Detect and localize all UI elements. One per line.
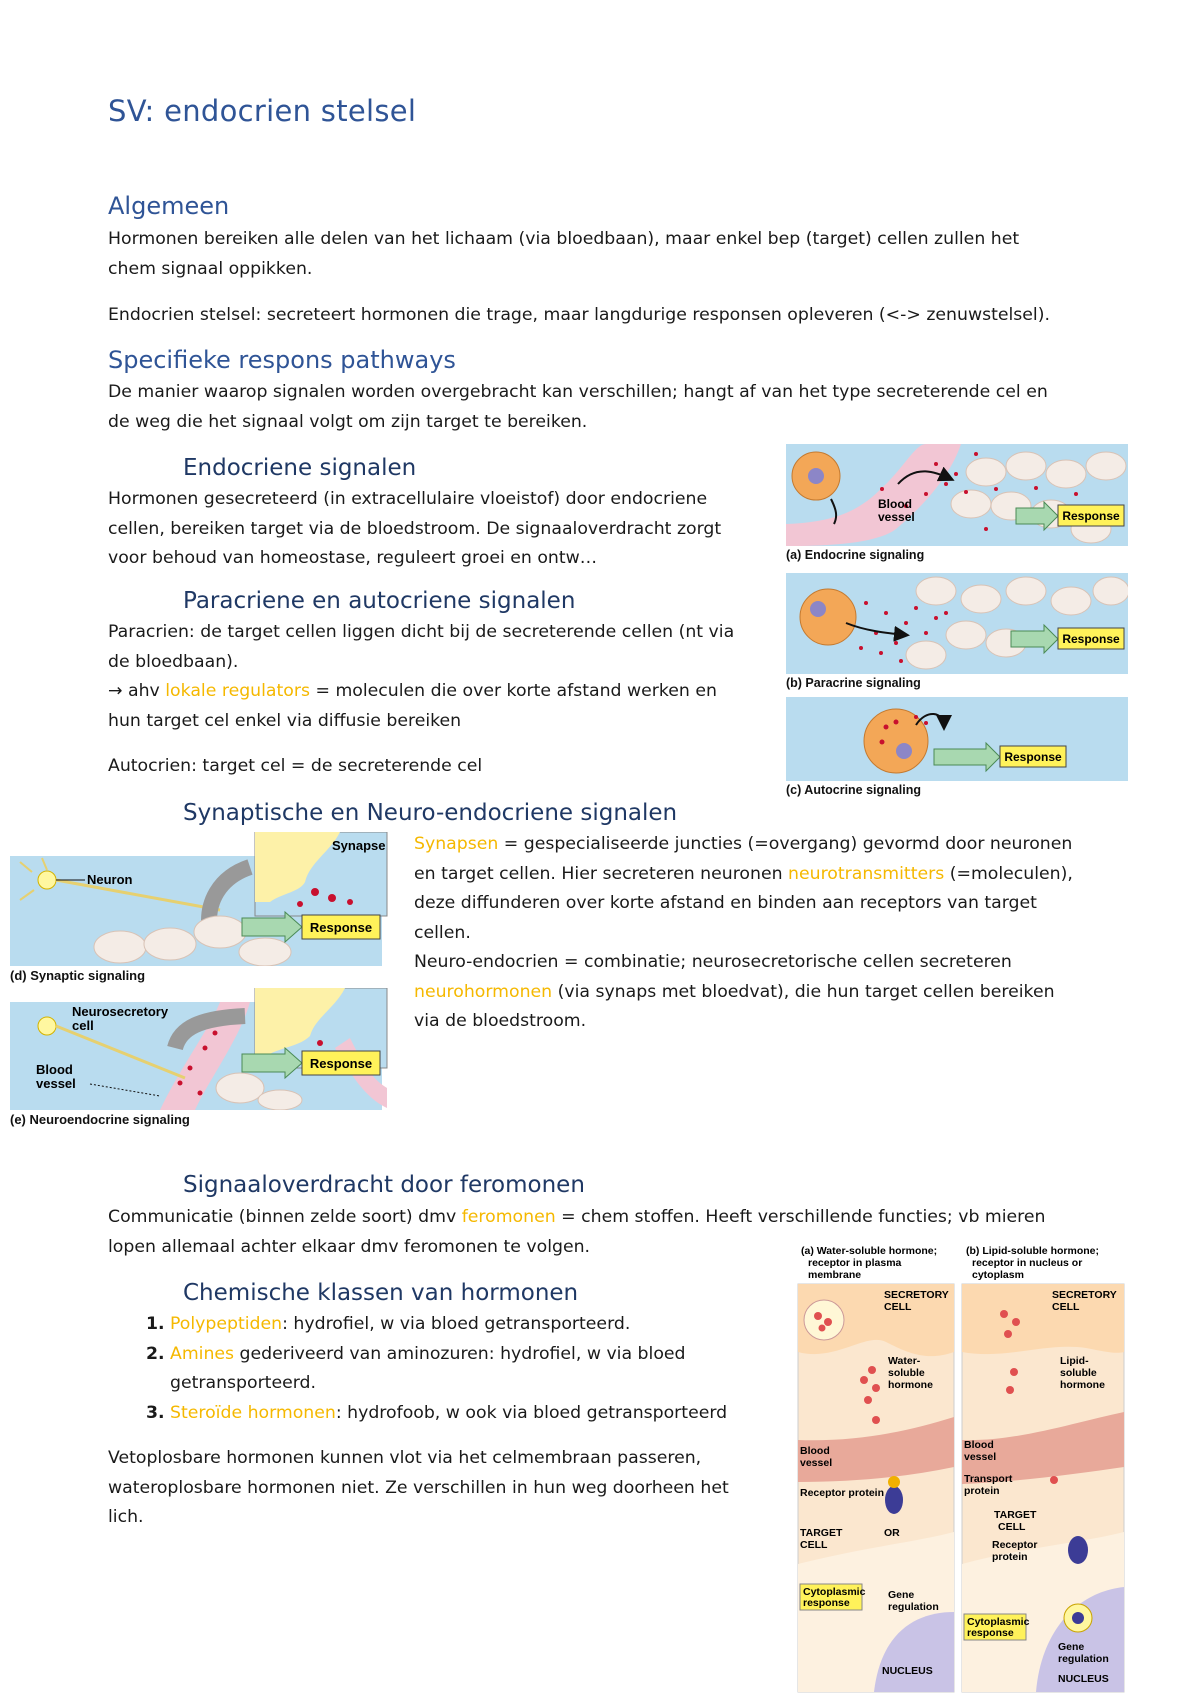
panel-a-secretory-1: SECRETORY	[884, 1289, 949, 1301]
panel-a-gene-2: regulation	[888, 1601, 939, 1613]
paracriene-line-2: de bloedbaan).	[108, 651, 239, 672]
synaptic-response-label: Response	[309, 920, 373, 935]
algemeen-line-2: chem signaal oppikken.	[108, 258, 313, 279]
blood-vessel-label-1: Blood	[36, 1062, 73, 1077]
feromonen-line-2: lopen allemaal achter elkaar dmv feromonen te volgen.	[108, 1236, 591, 1257]
neuroendocrine-diagram	[10, 988, 390, 1110]
list-number: 1.	[146, 1314, 165, 1334]
algemeen-body	[108, 225, 1108, 284]
autocrien-line: Autocrien: target cel = de secreterende cel	[108, 756, 483, 776]
highlight-amines: Amines	[170, 1343, 235, 1364]
caption-endocrine: (a) Endocrine signaling	[786, 548, 925, 562]
synaptische-line-7: via de bloedstroom.	[414, 1011, 587, 1031]
chemische-body	[108, 1444, 788, 1533]
endocriene-line-2: cellen, bereiken target via de bloedstroom. De signaaloverdracht zorgt	[108, 518, 722, 539]
list-number: 2.	[146, 1343, 165, 1364]
panel-b-cytoplasmic-2: response	[967, 1627, 1014, 1639]
endocriene-line-3: voor behoud van homeostase, reguleert groei en ontw…	[108, 548, 598, 568]
transport-protein-1: Transport	[964, 1473, 1013, 1485]
neurosecretory-label: Neurosecretory	[72, 1004, 169, 1019]
panel-a-gene-1: Gene	[888, 1589, 915, 1601]
highlight-neurohormonen: neurohormonen	[414, 981, 553, 1002]
cell-label: cell	[72, 1018, 94, 1033]
chemische-line-1: Vetoplosbare hormonen kunnen vlot via het celmembraan passeren,	[108, 1448, 702, 1468]
paracriene-line-3-rest: = moleculen die over korte afstand werken en	[309, 681, 717, 701]
heading-chemische: Chemische klassen van hormonen	[183, 1280, 579, 1306]
heading-feromonen: Signaaloverdracht door feromonen	[183, 1172, 585, 1198]
highlight-steroide-hormonen: Steroïde hormonen	[170, 1402, 336, 1423]
arrow-text: → ahv	[108, 681, 166, 701]
blood-label: Blood	[878, 497, 912, 511]
highlight-neurotransmitters: neurotransmitters	[788, 863, 945, 884]
algemeen-line-1: Hormonen bereiken alle delen van het lichaam (via bloedbaan), maar enkel bep (target) cellen zullen het	[108, 229, 1020, 249]
endocrine-diagram	[786, 444, 1128, 546]
panel-a-title-1: (a) Water-soluble hormone;	[801, 1245, 938, 1257]
neuron-label: Neuron	[87, 872, 133, 887]
synaptic-diagram	[10, 832, 390, 966]
synaptische-line-2-post: (=moleculen),	[944, 863, 1073, 884]
feromonen-line-1	[108, 1203, 1168, 1233]
synaptische-line-6-rest: (via synaps met bloedvat), die hun target cellen bereiken	[552, 981, 1055, 1002]
panel-b-title-2: receptor in nucleus or	[972, 1257, 1083, 1269]
list-item	[130, 1369, 790, 1399]
heading-endocriene: Endocriene signalen	[183, 455, 417, 481]
panel-a-target-1: TARGET	[800, 1527, 843, 1539]
synapse-label: Synapse	[332, 838, 386, 853]
figure-autocrine-signaling	[786, 697, 1128, 797]
lipid-soluble-2: soluble	[1060, 1367, 1097, 1379]
panel-b-blood: Blood	[964, 1439, 994, 1451]
figure-neuroendocrine-signaling	[10, 988, 390, 1127]
panel-b-gene-2: regulation	[1058, 1653, 1109, 1665]
hormone-class-list	[130, 1310, 790, 1428]
figure-endocrine-signaling	[786, 444, 1128, 562]
paracrine-response-label: Response	[1062, 632, 1120, 646]
synaptische-line-6	[414, 978, 1114, 1008]
highlight-polypeptiden: Polypeptiden	[170, 1314, 283, 1334]
specifieke-line-2: de weg die het signaal volgt om zijn target te bereiken.	[108, 411, 588, 432]
synaptische-line-2	[414, 860, 1114, 890]
list-item	[130, 1399, 790, 1429]
caption-neuroendocrine: (e) Neuroendocrine signaling	[10, 1112, 190, 1127]
panel-a-nucleus: NUCLEUS	[882, 1665, 933, 1677]
synaptische-line-2-pre: en target cellen. Hier secreteren neuronen	[414, 863, 789, 884]
specifieke-line-1: De manier waarop signalen worden overgebracht kan verschillen; hangt af van het type secreterende cel en	[108, 382, 1048, 402]
list-item	[130, 1340, 790, 1370]
highlight-synapsen: Synapsen	[414, 834, 499, 854]
panel-b-secretory-1: SECRETORY	[1052, 1289, 1117, 1301]
panel-a-secretory-2: CELL	[884, 1301, 912, 1313]
chemische-line-3: lich.	[108, 1507, 144, 1527]
list-item-text: gederiveerd van aminozuren: hydrofiel, w via bloed	[234, 1343, 686, 1364]
synaptische-line-3: deze diffunderen over korte afstand en binden aan receptors van target	[414, 893, 1037, 913]
endocrine-response-label: Response	[1062, 509, 1120, 523]
panel-b-title-1: (b) Lipid-soluble hormone;	[966, 1245, 1099, 1257]
list-number: 3.	[146, 1402, 165, 1423]
panel-a-title-3: membrane	[808, 1269, 862, 1281]
list-item-text: getransporteerd.	[170, 1373, 316, 1393]
caption-synaptic: (d) Synaptic signaling	[10, 968, 146, 983]
paracrine-diagram	[786, 573, 1128, 674]
panel-b-cytoplasmic-1: Cytoplasmic	[967, 1616, 1030, 1628]
panel-a-target-2: CELL	[800, 1539, 828, 1551]
receptor-b-1: Receptor	[992, 1539, 1038, 1551]
lipid-soluble-3: hormone	[1060, 1379, 1105, 1391]
specifieke-body	[108, 378, 1108, 437]
water-soluble-2: soluble	[888, 1367, 925, 1379]
panel-a-vessel: vessel	[800, 1457, 833, 1469]
blood-vessel-label-2: vessel	[36, 1076, 76, 1091]
panel-b-secretory-2: CELL	[1052, 1301, 1080, 1313]
panel-b-target-2: CELL	[998, 1521, 1026, 1533]
lipid-soluble-1: Lipid-	[1060, 1355, 1089, 1367]
list-item	[130, 1310, 790, 1340]
panel-a-cytoplasmic-2: response	[803, 1597, 850, 1609]
caption-paracrine: (b) Paracrine signaling	[786, 676, 921, 690]
autocrine-response-label: Response	[1004, 750, 1062, 764]
heading-specifieke: Specifieke respons pathways	[108, 346, 456, 374]
figure-paracrine-signaling	[786, 573, 1128, 690]
panel-a-cytoplasmic-1: Cytoplasmic	[803, 1586, 866, 1598]
paracriene-line-1: Paracrien: de target cellen liggen dicht bij de secreterende cellen (nt via	[108, 622, 735, 642]
feromonen-line-1-pre: Communicatie (binnen zelde soort) dmv	[108, 1207, 462, 1227]
chemische-line-2: wateroplosbare hormonen niet. Ze verschillen in hun weg doorheen het	[108, 1477, 729, 1498]
synaptische-line-4: cellen.	[414, 922, 471, 943]
autocrine-diagram	[786, 697, 1128, 781]
highlight-feromonen: feromonen	[461, 1207, 556, 1227]
synaptische-body	[414, 830, 1114, 1037]
page-title: SV: endocrien stelsel	[108, 94, 417, 128]
endocriene-body	[108, 485, 768, 574]
panel-b-title-3: cytoplasm	[972, 1269, 1024, 1281]
vessel-label: vessel	[878, 510, 915, 524]
synaptische-line-1-rest: = gespecialiseerde juncties (=overgang) gevormd door neuronen	[498, 834, 1073, 854]
or-label: OR	[884, 1527, 900, 1539]
panel-a-title-2: receptor in plasma	[808, 1257, 902, 1269]
synaptische-line-1	[414, 830, 1114, 860]
neuroendocrine-response-label: Response	[309, 1056, 373, 1071]
paracriene-line-4: hun target cel enkel via diffusie bereiken	[108, 710, 462, 731]
feromonen-line-1-post: = chem stoffen. Heeft verschillende functies; vb mieren	[555, 1207, 1046, 1227]
figure-synaptic-signaling	[10, 832, 390, 983]
heading-algemeen: Algemeen	[108, 192, 230, 220]
list-item-text: : hydrofiel, w via bloed getransporteerd.	[282, 1314, 631, 1334]
panel-a-blood: Blood	[800, 1445, 830, 1457]
hormone-pathway-diagram	[796, 1242, 1126, 1694]
receptor-b-2: protein	[992, 1551, 1028, 1563]
heading-paracriene: Paracriene en autocriene signalen	[183, 588, 576, 614]
figure-hormone-pathways	[796, 1242, 1126, 1694]
paracriene-line-3	[108, 677, 768, 707]
panel-b-vessel: vessel	[964, 1451, 997, 1463]
panel-b-nucleus: NUCLEUS	[1058, 1673, 1109, 1685]
heading-synaptische: Synaptische en Neuro-endocriene signalen	[183, 800, 678, 826]
water-soluble-1: Water-	[888, 1355, 921, 1367]
panel-b-target-1: TARGET	[994, 1509, 1037, 1521]
list-item-text: : hydrofoob, w ook via bloed getransporteerd	[335, 1402, 728, 1423]
caption-autocrine: (c) Autocrine signaling	[786, 783, 921, 797]
water-soluble-3: hormone	[888, 1379, 933, 1391]
transport-protein-2: protein	[964, 1485, 1000, 1497]
highlight-lokale-regulators: lokale regulators	[165, 681, 310, 701]
paracriene-body	[108, 618, 768, 736]
panel-b-gene-1: Gene	[1058, 1641, 1085, 1653]
receptor-protein-label: Receptor protein	[800, 1487, 885, 1499]
synaptische-line-5: Neuro-endocrien = combinatie; neurosecretorische cellen secreteren	[414, 952, 1012, 972]
algemeen-para-2: Endocrien stelsel: secreteert hormonen die trage, maar langdurige responsen opleveren (<-> zenuwstelsel).	[108, 305, 1050, 325]
endocriene-line-1: Hormonen gesecreteerd (in extracellulaire vloeistof) door endocriene	[108, 489, 708, 509]
